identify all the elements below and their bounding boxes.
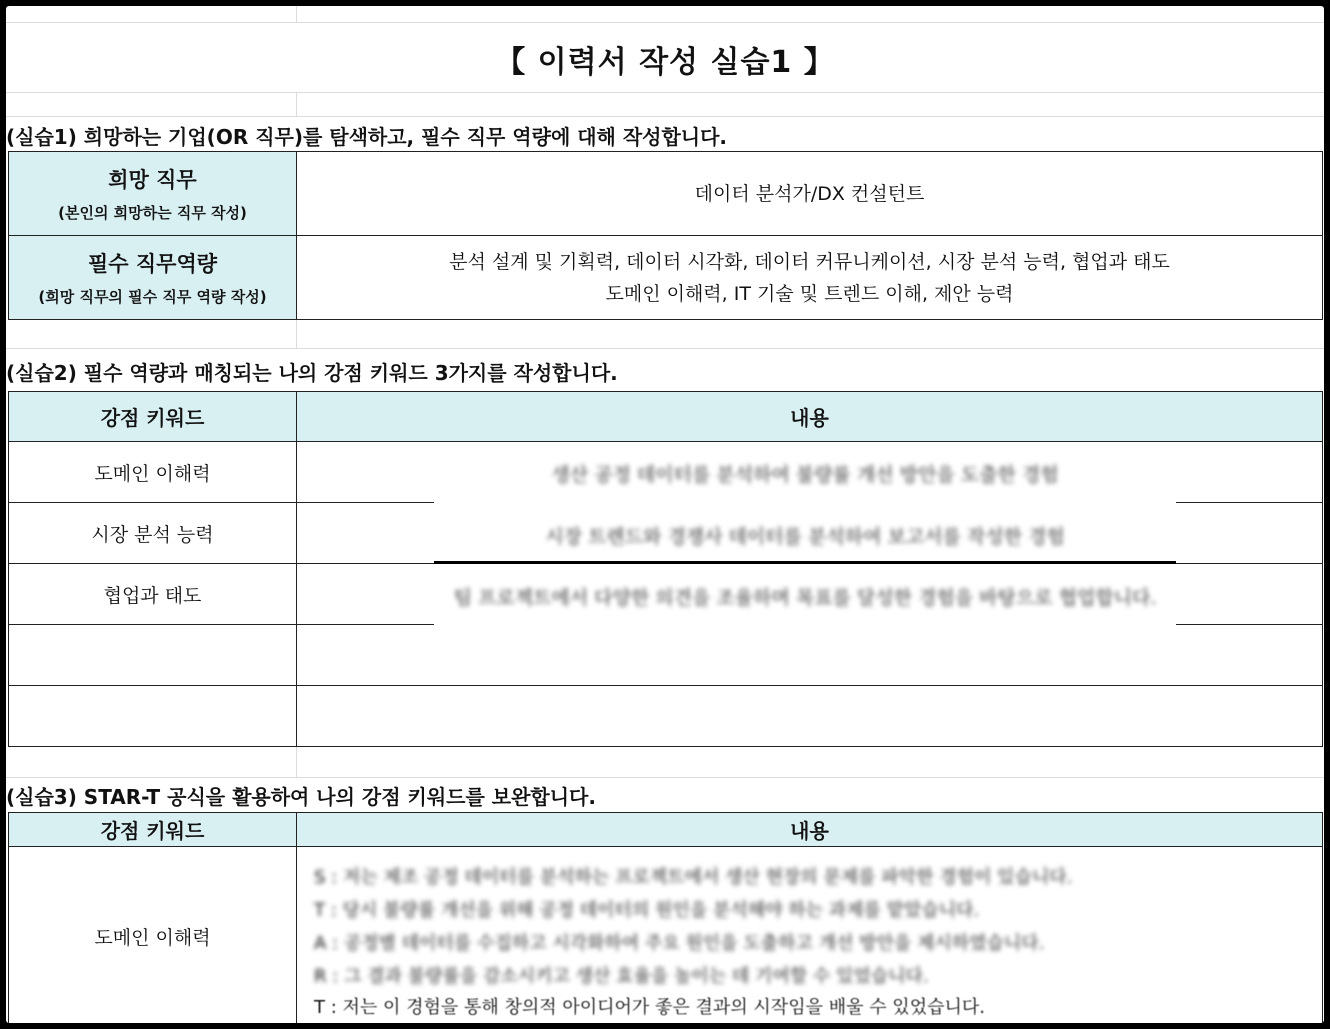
gridline: [296, 747, 297, 777]
gridline: [296, 320, 297, 348]
strength-content-3: 팀 프로젝트에서 다양한 의견을 조율하며 목표를 달성한 경험을 바탕으로 협업합니다.: [453, 587, 1157, 609]
page-title: 【 이력서 작성 실습1 】: [495, 45, 835, 80]
required-competency-label: 필수 직무역량: [87, 252, 218, 276]
required-competency-line: 분석 설계 및 기획력, 데이터 시각화, 데이터 커뮤니케이션, 시장 분석 능력, 협업과 태도: [449, 250, 1170, 273]
table-row: [9, 236, 1323, 320]
content-cell[interactable]: [297, 625, 1323, 686]
content-column-header: 내용: [297, 813, 1323, 847]
required-competency-line: 도메인 이해력, IT 기술 및 트렌드 이해, 제안 능력: [605, 282, 1014, 305]
content-cell[interactable]: [297, 686, 1323, 747]
practice1-table: [8, 151, 1323, 320]
practice2-heading: (실습2) 필수 역량과 매칭되는 나의 강점 키워드 3가지를 작성합니다.: [6, 360, 618, 385]
strength-content-1: 생산 공정 데이터를 분석하여 불량률 개선 방안을 도출한 경험: [551, 464, 1059, 486]
keyword-column-header: 강점 키워드: [9, 392, 297, 442]
keyword-cell[interactable]: [9, 686, 297, 747]
value-cell[interactable]: [297, 152, 1323, 236]
star-line-r: R : 그 결과 불량률을 감소시키고 생산 효율을 높이는 데 기여할 수 있었습니다.: [314, 965, 929, 987]
spreadsheet: [6, 6, 1324, 1023]
value-cell[interactable]: [297, 236, 1323, 320]
gridline: [296, 6, 297, 22]
star-line-s: S : 저는 제조 공정 데이터를 분석하는 프로젝트에서 생산 현장의 문제를 파악한 경험이 있습니다.: [314, 866, 1073, 888]
practice3-heading: (실습3) STAR-T 공식을 활용하여 나의 강점 키워드를 보완합니다.: [6, 784, 596, 809]
keyword-cell[interactable]: [9, 625, 297, 686]
desired-job-label: 희망 직무: [108, 168, 197, 192]
pasted-content-overlay: [434, 442, 1176, 632]
star-line-t2: T : 저는 이 경험을 통해 창의적 아이디어가 좋은 결과의 시작임을 배울 수 있었습니다.: [314, 996, 985, 1018]
practice1-heading: (실습1) 희망하는 기업(OR 직무)를 탐색하고, 필수 직무 역량에 대해 작성합니다.: [6, 124, 728, 149]
star-t-content: [308, 857, 1248, 1023]
star-line-a: A : 공정별 데이터를 수집하고 시각화하여 주요 원인을 도출하고 개선 방안을 제시하였습니다.: [314, 932, 1045, 954]
star-line-t: T : 당시 불량률 개선을 위해 공정 데이터의 원인을 분석해야 하는 과제를 맡았습니다.: [314, 899, 980, 921]
keyword-cell[interactable]: 도메인 이해력: [9, 442, 297, 503]
keyword-column-header: 강점 키워드: [9, 813, 297, 847]
table-row: [9, 686, 1323, 747]
gridline: [296, 92, 297, 116]
label-cell[interactable]: [9, 152, 297, 236]
content-column-header: 내용: [297, 392, 1323, 442]
table-row: [9, 152, 1323, 236]
keyword-cell[interactable]: 협업과 태도: [9, 564, 297, 625]
desired-job-value: 데이터 분석가/DX 컨설턴트: [694, 182, 925, 205]
keyword-cell[interactable]: 시장 분석 능력: [9, 503, 297, 564]
table-header-row: [9, 392, 1323, 442]
table-row: [9, 625, 1323, 686]
gridline: [6, 777, 1324, 778]
label-cell[interactable]: [9, 236, 297, 320]
desired-job-sublabel: (본인의 희망하는 직무 작성): [58, 204, 247, 222]
gridline: [6, 22, 1324, 23]
table-header-row: [9, 813, 1323, 847]
keyword-cell[interactable]: 도메인 이해력: [9, 847, 297, 1024]
gridline: [6, 348, 1324, 349]
gridline: [6, 92, 1324, 93]
gridline: [6, 116, 1324, 117]
required-competency-sublabel: (희망 직무의 필수 직무 역량 작성): [38, 288, 267, 306]
overlay-divider: [434, 561, 1176, 564]
strength-content-2: 시장 트렌드와 경쟁사 데이터를 분석하여 보고서를 작성한 경험: [545, 526, 1065, 548]
